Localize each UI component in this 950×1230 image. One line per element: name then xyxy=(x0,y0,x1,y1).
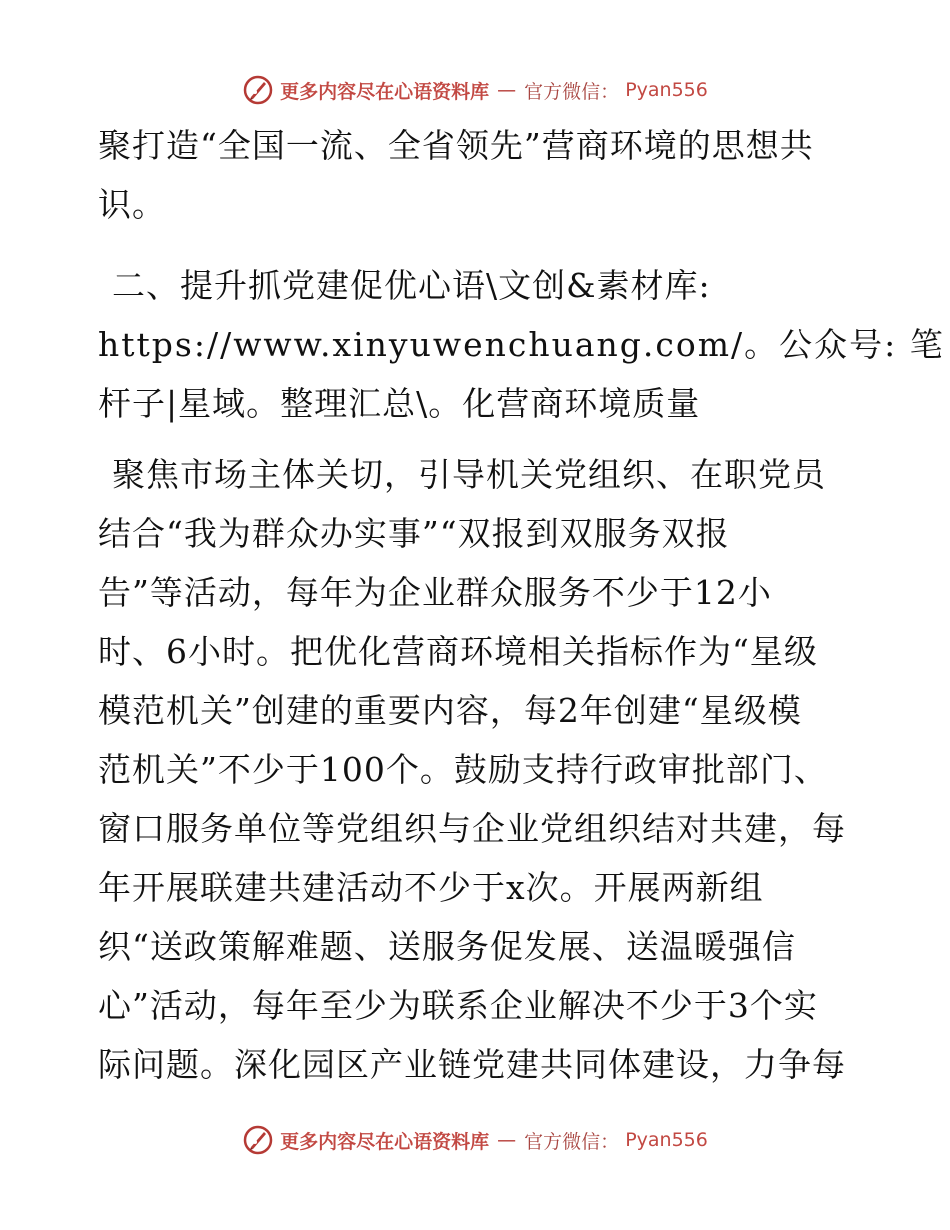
body-line: 织“送政策解难题、送服务促发展、送温暖强信 xyxy=(98,927,796,966)
watermark-brand: 更多内容尽在心语资料库 xyxy=(280,80,490,103)
body-line: 时、6小时。把优化营商环境相关指标作为“星级 xyxy=(98,632,818,671)
watermark-brand: 更多内容尽在心语资料库 xyxy=(280,1130,490,1153)
section-heading: 二、提升抓党建促优心语\文创&素材库: xyxy=(112,266,711,305)
body-line-url: https://www.xinyuwenchuang.com/。公众号: 笔 xyxy=(98,325,945,364)
watermark-separator: — xyxy=(497,1129,517,1151)
body-line: 心”活动，每年至少为联系企业解决不少于3个实 xyxy=(98,986,818,1025)
body-line: 窗口服务单位等党组织与企业党组织结对共建，每 xyxy=(98,809,846,848)
footer-watermark xyxy=(242,1124,708,1156)
watermark-label: 官方微信： xyxy=(524,1130,620,1153)
header-watermark xyxy=(242,74,708,106)
page-footer xyxy=(0,1120,950,1160)
body-line: 年开展联建共建活动不少于x次。开展两新组 xyxy=(98,868,764,907)
body-line: 识。 xyxy=(98,185,166,224)
quill-logo-icon xyxy=(242,1124,274,1156)
page-header xyxy=(0,70,950,110)
body-line: 杆子|星域。整理汇总\。化营商环境质量 xyxy=(98,384,701,423)
body-line: 聚打造“全国一流、全省领先”营商环境的思想共 xyxy=(98,126,814,165)
body-line: 范机关”不少于100个。鼓励支持行政审批部门、 xyxy=(98,750,828,789)
quill-logo-icon xyxy=(242,74,274,106)
watermark-label: 官方微信： xyxy=(524,80,620,103)
document-body xyxy=(98,116,945,1094)
watermark-separator: — xyxy=(497,79,517,101)
body-line: 告”等活动，每年为企业群众服务不少于12小 xyxy=(98,573,772,612)
watermark-handle: Pyan556 xyxy=(625,79,708,101)
paragraph-start: 聚焦市场主体关切，引导机关党组织、在职党员 xyxy=(112,455,826,494)
body-line: 结合“我为群众办实事”“双报到双服务双报 xyxy=(98,514,730,553)
body-line: 模范机关”创建的重要内容，每2年创建“星级模 xyxy=(98,691,802,730)
watermark-handle: Pyan556 xyxy=(625,1129,708,1151)
body-line: 际问题。深化园区产业链党建共同体建设，力争每 xyxy=(98,1045,846,1084)
